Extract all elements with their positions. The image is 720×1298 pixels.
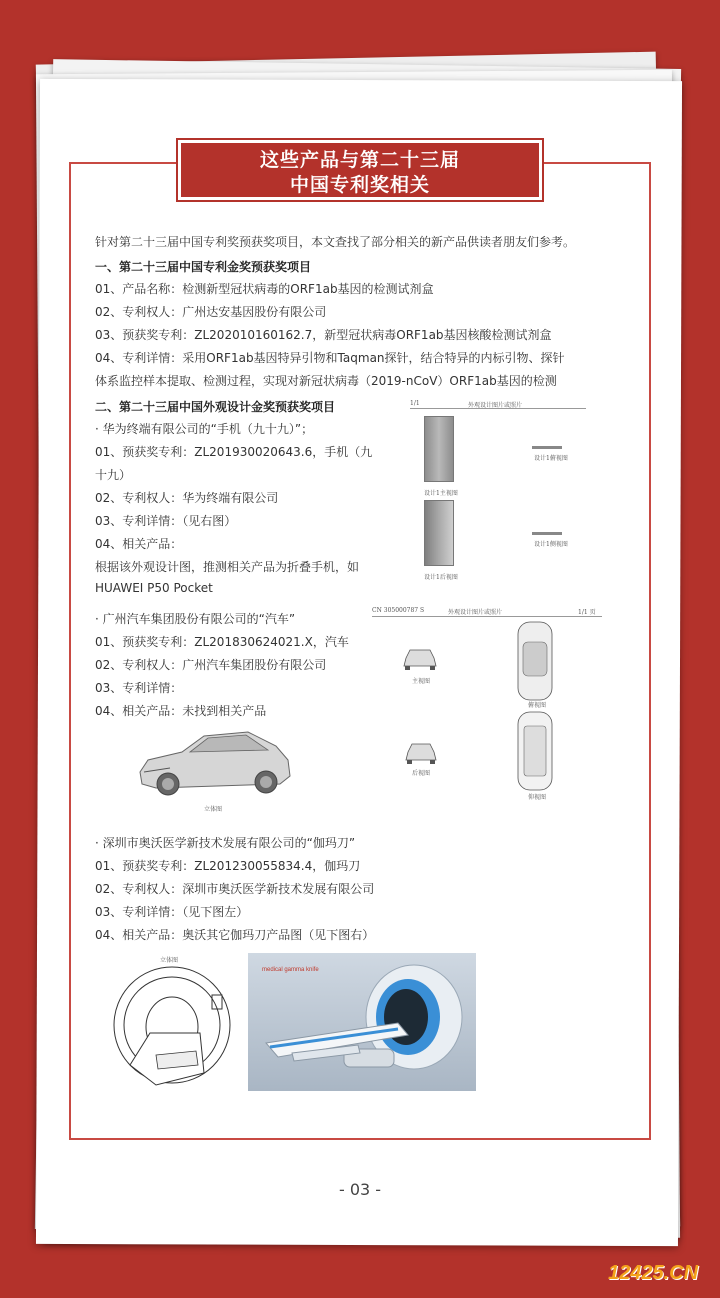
huawei-line: 04、相关产品： (95, 537, 183, 551)
car-front-view (402, 646, 438, 672)
car-design-figure (372, 606, 602, 806)
phone-side-image (532, 532, 562, 535)
title-line-1: 这些产品与第二十三届 (259, 149, 460, 171)
aowo-line: 03、专利详情：（见下图左） (95, 905, 249, 919)
phone-back-image (424, 500, 454, 566)
section1-line: 03、预获奖专利：ZL202010160162.7，新型冠状病毒ORF1ab基因核酸检测试剂盒 (95, 328, 552, 342)
aowo-line: 01、预获奖专利：ZL201230055834.4，伽玛刀 (95, 859, 361, 873)
section1-line: 01、产品名称：检测新型冠状病毒的ORF1ab基因的检测试剂盒 (95, 282, 434, 296)
aowo-line: 02、专利权人：深圳市奥沃医学新技术发展有限公司 (95, 882, 375, 896)
section2-heading: 二、第二十三届中国外观设计金奖预获奖项目 (95, 400, 336, 414)
huawei-line: · 华为终端有限公司的“手机（九十九）”； (95, 422, 314, 436)
figure-corner: 1/1 (410, 400, 420, 407)
figure-corner: 1/1 页 (578, 609, 596, 616)
aowo-line: 04、相关产品：奥沃其它伽玛刀产品图（见下图右） (95, 928, 375, 942)
phone-front-image (424, 416, 454, 482)
figure-header: 外观设计图片或照片 (448, 609, 503, 616)
huawei-line: 02、专利权人：华为终端有限公司 (95, 491, 279, 505)
figure-caption: 立体图 (160, 957, 179, 964)
site-watermark: 12425.CN (608, 1262, 699, 1284)
intro-text: 针对第二十三届中国专利奖预获奖项目，本文查找了部分相关的新产品供读者朋友们参考。 (95, 235, 576, 249)
gamma-knife-drawing (100, 955, 234, 1091)
product-caption: medical gamma knife (262, 967, 319, 973)
huawei-line: 03、专利详情：（见右图） (95, 514, 237, 528)
figure-header-rule (372, 616, 602, 617)
section1-line: 体系监控样本提取、检测过程，实现对新冠状病毒（2019-nCoV）ORF1ab基因的检测 (95, 374, 557, 388)
page-title (178, 140, 542, 200)
gac-line: · 广州汽车集团股份有限公司的“汽车” (95, 612, 296, 626)
phone-design-figure (410, 398, 586, 584)
car-top-view (514, 620, 556, 702)
figure-code: CN 305000787 S (372, 607, 425, 614)
section1-heading: 一、第二十三届中国专利金奖预获奖项目 (95, 260, 312, 274)
section1-line: 04、专利详情：采用ORF1ab基因特异引物和Taqman探针，结合特异的内标引物、探针 (95, 351, 565, 365)
huawei-line: 根据该外观设计图，推测相关产品为折叠手机，如 (95, 560, 360, 574)
huawei-line: HUAWEI P50 Pocket (95, 581, 213, 595)
car-bottom-view (514, 710, 556, 792)
figure-caption: 立体图 (204, 806, 223, 813)
figure-caption: 后视图 (412, 770, 431, 777)
gac-line: 02、专利权人：广州汽车集团股份有限公司 (95, 658, 327, 672)
car-perspective-figure (130, 722, 300, 814)
figure-caption: 设计1主视图 (424, 490, 458, 497)
gac-line: 03、专利详情： (95, 681, 183, 695)
figure-caption: 俯视图 (528, 702, 547, 709)
page-number: - 03 - (338, 1180, 382, 1199)
gamma-knife-render (248, 953, 476, 1091)
car-perspective-image (130, 722, 300, 802)
figure-caption: 仰视图 (528, 794, 547, 801)
figure-caption: 设计1俯视图 (534, 455, 568, 462)
gac-line: 01、预获奖专利：ZL201830624021.X，汽车 (95, 635, 349, 649)
figure-caption: 设计1后视图 (424, 574, 458, 581)
car-rear-view (404, 740, 438, 766)
phone-top-image (532, 446, 562, 449)
figure-caption: 设计1侧视图 (534, 541, 568, 548)
aowo-line: · 深圳市奥沃医学新技术发展有限公司的“伽玛刀” (95, 836, 356, 850)
section1-line: 02、专利权人：广州达安基因股份有限公司 (95, 305, 327, 319)
figure-header: 外观设计图片或照片 (468, 402, 523, 409)
huawei-line: 十九） (95, 468, 132, 482)
figure-caption: 主视图 (412, 678, 431, 685)
gac-line: 04、相关产品：未找到相关产品 (95, 704, 267, 718)
gamma-knife-product-image (248, 953, 476, 1091)
gamma-knife-line-art (100, 955, 234, 1091)
title-line-2: 中国专利奖相关 (289, 174, 430, 196)
huawei-line: 01、预获奖专利：ZL201930020643.6，手机（九 (95, 445, 373, 459)
